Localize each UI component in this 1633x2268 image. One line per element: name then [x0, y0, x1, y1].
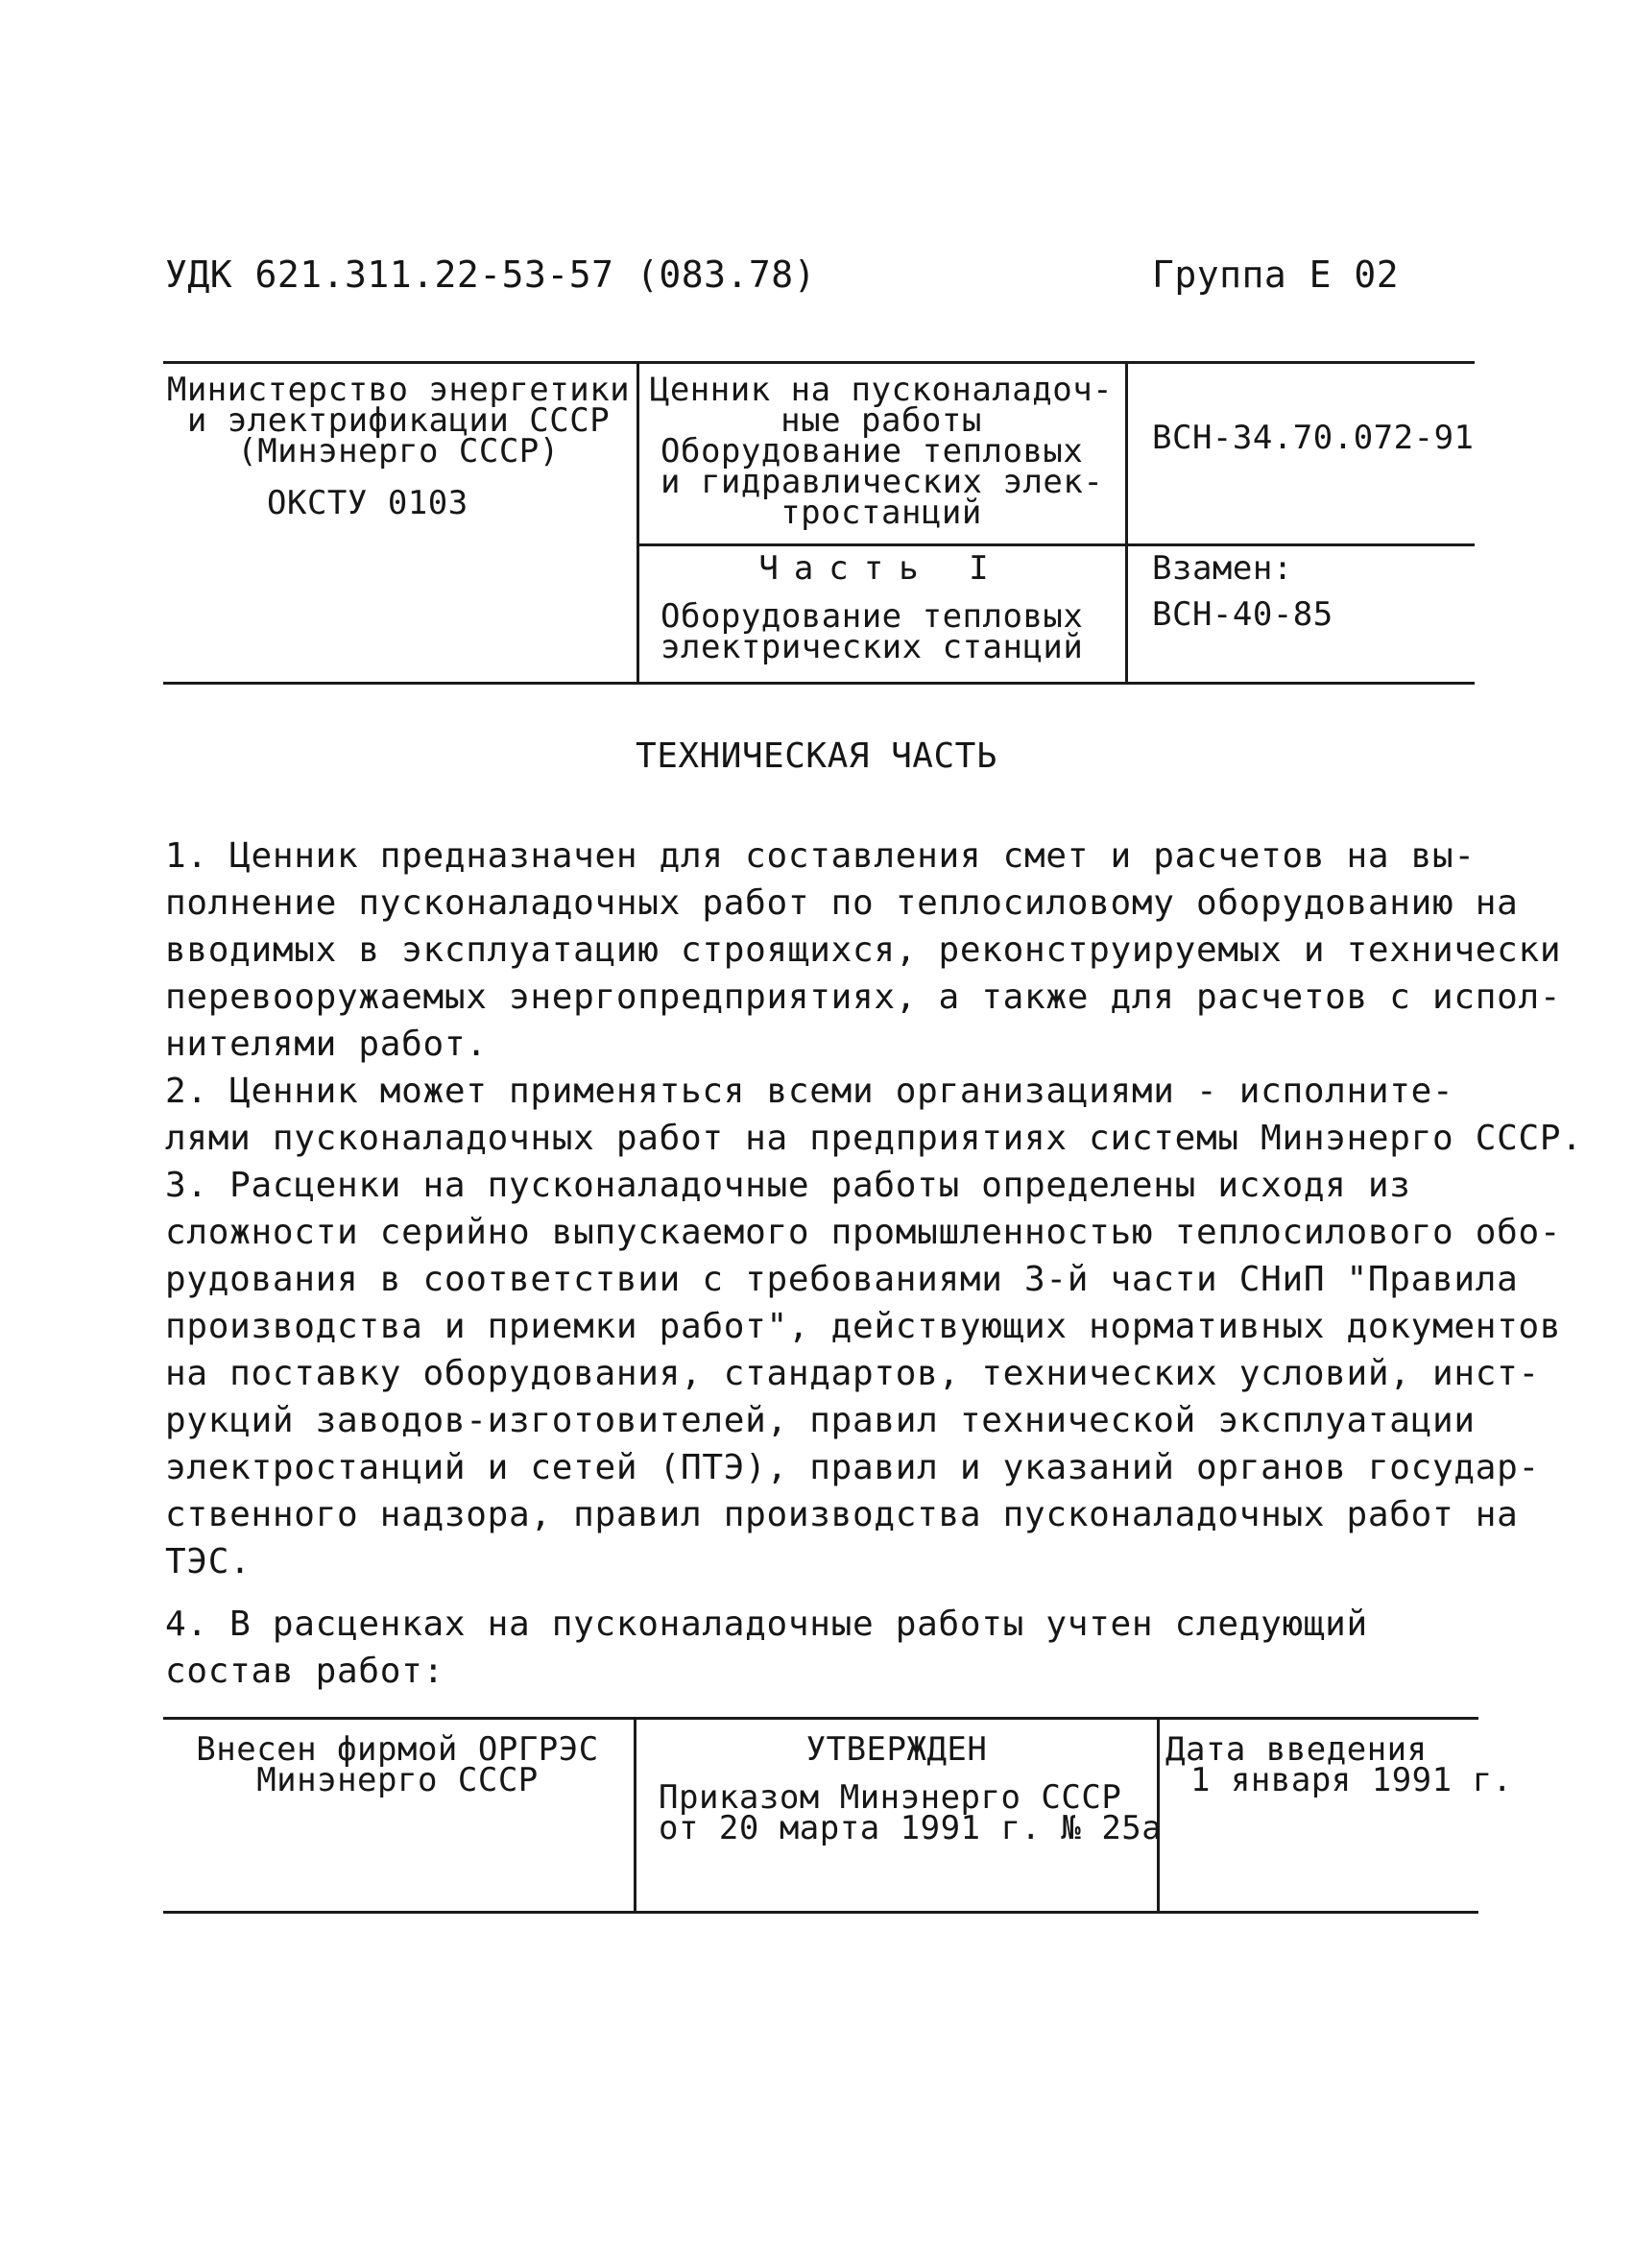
title-line-3: Оборудование тепловых [660, 432, 1084, 470]
body-line: 1. Ценник предназначен для составления смет и расчетов на вы- [165, 836, 1476, 876]
table-bottom-rule [163, 682, 1475, 685]
body-line: нителями работ. [165, 1025, 488, 1064]
body-line: электростанций и сетей (ПТЭ), правил и указаний органов государ- [165, 1448, 1540, 1487]
approved-line-1: Приказом Минэнерго СССР [659, 1778, 1122, 1817]
body-line: производства и приемки работ", действующих нормативных документов [165, 1307, 1562, 1346]
table-divider-2 [1125, 363, 1128, 683]
body-line: рудования в соответствии с требованиями 3-й части СНиП "Правила [165, 1260, 1519, 1299]
title-line-2: ные работы [780, 401, 982, 440]
body-line: 4. В расценках на пусконаладочные работы учтен следующий [165, 1604, 1368, 1644]
ministry-line-3: (Минэнерго СССР) [237, 432, 560, 470]
title-line-4: и гидравлических элек- [660, 463, 1104, 501]
footer-divider-1 [634, 1719, 636, 1913]
body-line: полнение пусконаладочных работ по теплосиловому оборудованию на [165, 883, 1519, 923]
body-line: состав работ: [165, 1652, 444, 1691]
title-line-5: тростанций [780, 494, 982, 532]
group-code: Группа Е 02 [1152, 253, 1400, 296]
introduced-line-1: Внесен фирмой ОРГРЭС [196, 1730, 599, 1769]
body-line: ТЭС. [165, 1542, 252, 1581]
body-line: сложности серийно выпускаемого промышленностью теплосилового обо- [165, 1213, 1562, 1252]
introduced-line-2: Минэнерго СССР [256, 1761, 539, 1799]
body-line: 2. Ценник может применяться всеми организациями - исполните- [165, 1072, 1454, 1111]
body-line: на поставку оборудования, стандартов, технических условий, инст- [165, 1354, 1540, 1393]
footer-bottom-rule [163, 1911, 1478, 1914]
body-line: ственного надзора, правил производства пусконаладочных работ на [165, 1495, 1519, 1534]
replaces-value: ВСН-40-85 [1152, 595, 1333, 634]
part-title-line-2: электрических станций [660, 628, 1084, 666]
table-top-rule [163, 361, 1475, 364]
approved-line-2: от 20 марта 1991 г. № 25а [659, 1809, 1163, 1847]
ministry-line-1: Министерство энергетики [166, 371, 631, 409]
table-mid-rule [637, 543, 1475, 546]
body-line: 3. Расценки на пусконаладочные работы определены исходя из [165, 1166, 1411, 1205]
okstu-code: ОКСТУ 0103 [267, 484, 468, 522]
body-line: рукций заводов-изготовителей, правил технической эксплуатации [165, 1401, 1476, 1440]
body-line: лями пусконаладочных работ на предприятиях системы Минэнерго СССР. [165, 1119, 1583, 1158]
replaces-label: Взамен: [1152, 549, 1293, 588]
udk-code: УДК 621.311.22-53-57 (083.78) [165, 253, 816, 296]
footer-top-rule [163, 1717, 1478, 1720]
date-label: Дата введения [1165, 1730, 1428, 1769]
body-line: перевооружаемых энергопредприятиях, а также для расчетов с испол- [165, 977, 1562, 1017]
approved-label: УТВЕРЖДЕН [805, 1730, 988, 1769]
body-line: вводимых в эксплуатацию строящихся, реконструируемых и технически [165, 930, 1562, 970]
title-line-1: Ценник на пусконаладоч- [649, 371, 1114, 409]
document-code: ВСН-34.70.072-91 [1152, 419, 1475, 457]
ministry-line-2: и электрификации СССР [186, 401, 611, 440]
part-label: Часть I [758, 549, 1004, 588]
section-title: ТЕХНИЧЕСКАЯ ЧАСТЬ [636, 736, 997, 776]
table-divider-1 [636, 363, 639, 683]
part-title-line-1: Оборудование тепловых [660, 597, 1084, 636]
date-value: 1 января 1991 г. [1190, 1761, 1513, 1799]
